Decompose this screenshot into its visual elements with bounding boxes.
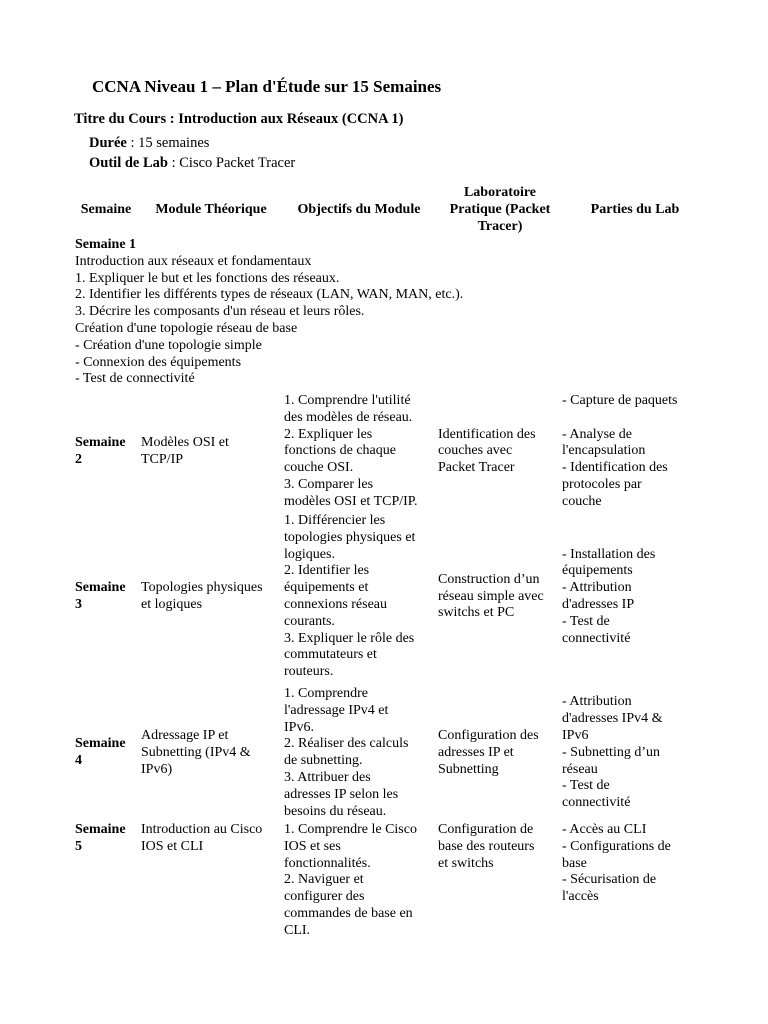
week-1-label: Semaine 1 bbox=[75, 237, 137, 252]
row-objectives-line: courants. bbox=[284, 613, 335, 629]
row-week-line: Semaine bbox=[75, 435, 126, 450]
row-lab-line: Construction d’un bbox=[438, 571, 540, 587]
row-objectives-line: IOS et ses bbox=[284, 838, 341, 854]
row-week bbox=[75, 822, 126, 856]
row-objectives-line: besoins du réseau. bbox=[284, 803, 387, 819]
row-lab-line: Identification des bbox=[438, 426, 536, 442]
header-week: Semaine bbox=[80, 202, 132, 217]
row-lab-line: Packet Tracer bbox=[438, 460, 515, 476]
row-lab-line: Configuration de bbox=[438, 822, 534, 837]
row-objectives-line: routeurs. bbox=[284, 664, 334, 680]
row-module-line: et logiques bbox=[141, 596, 203, 612]
header-module: Module Théorique bbox=[155, 202, 267, 217]
week-1-objective: 2. Identifier les différents types de réseaux (LAN, WAN, MAN, etc.). bbox=[75, 287, 464, 303]
row-week-line: 4 bbox=[75, 753, 82, 769]
row-objectives-line: 1. Comprendre le Cisco bbox=[284, 822, 417, 837]
row-parts-line: - Accès au CLI bbox=[562, 822, 647, 837]
week-1-objective: 3. Décrire les composants d'un réseau et leurs rôles. bbox=[75, 304, 365, 320]
row-objectives-line: adresses IP selon les bbox=[284, 786, 399, 802]
row-parts-line bbox=[562, 410, 677, 427]
row-lab-line: base des routeurs bbox=[438, 838, 535, 854]
row-parts-line: couche bbox=[562, 493, 602, 509]
lab-tool-line bbox=[89, 155, 295, 172]
lab-tool-label: Outil de Lab bbox=[89, 155, 168, 171]
row-objectives-line: configurer des bbox=[284, 889, 365, 905]
row-module bbox=[141, 822, 262, 856]
week-1-objective: 1. Expliquer le but et les fonctions des réseaux. bbox=[75, 270, 340, 286]
row-lab-line: switchs et PC bbox=[438, 605, 515, 621]
row-parts-line: - Attribution bbox=[562, 580, 632, 596]
row-objectives-line: IPv6. bbox=[284, 719, 314, 735]
row-module-line: Introduction au Cisco bbox=[141, 822, 263, 837]
row-objectives-line: CLI. bbox=[284, 922, 311, 938]
row-parts-line: d'adresses IP bbox=[562, 596, 635, 612]
row-parts-line: - Subnetting d’un bbox=[562, 744, 660, 760]
row-objectives-line: 2. Identifier les bbox=[284, 563, 370, 579]
row-objectives-line: connexions réseau bbox=[284, 596, 388, 612]
row-parts bbox=[562, 547, 655, 648]
row-objectives bbox=[284, 822, 417, 940]
row-objectives-line: fonctions de chaque bbox=[284, 443, 396, 459]
lab-tool-value: : Cisco Packet Tracer bbox=[167, 155, 296, 171]
row-lab bbox=[438, 822, 534, 872]
row-lab-line: couches avec bbox=[438, 443, 513, 459]
row-objectives-line: commandes de base en bbox=[284, 905, 413, 921]
row-objectives-line: 2. Expliquer les bbox=[284, 426, 373, 442]
row-week-line: 5 bbox=[75, 838, 82, 854]
row-module bbox=[141, 580, 263, 614]
row-parts-line: réseau bbox=[562, 761, 598, 777]
row-objectives-line: fonctionnalités. bbox=[284, 855, 371, 871]
row-lab-line: Configuration des bbox=[438, 728, 539, 743]
row-parts-line: connectivité bbox=[562, 630, 631, 646]
row-week-line: 3 bbox=[75, 596, 82, 612]
header-lab-line: Laboratoire bbox=[463, 185, 537, 200]
header-objectives: Objectifs du Module bbox=[297, 202, 421, 217]
header-lab-line: Pratique (Packet bbox=[449, 202, 551, 217]
row-parts-line: - Configurations de bbox=[562, 838, 671, 854]
row-objectives-line: 2. Naviguer et bbox=[284, 872, 364, 888]
row-parts-line: - Sécurisation de bbox=[562, 872, 657, 888]
row-objectives bbox=[284, 393, 418, 511]
row-module-line: Adressage IP et bbox=[141, 728, 229, 743]
row-week-line: Semaine bbox=[75, 736, 126, 752]
row-module-line: Modèles OSI et bbox=[141, 435, 229, 450]
row-parts-line: - Installation des bbox=[562, 546, 656, 562]
duration-line bbox=[89, 135, 209, 152]
row-objectives-line: 2. Réaliser des calculs bbox=[284, 736, 409, 752]
row-objectives-line: 1. Comprendre bbox=[284, 686, 368, 701]
row-objectives-line: 1. Différencier les bbox=[284, 513, 386, 528]
row-objectives-line: modèles OSI et TCP/IP. bbox=[284, 493, 418, 509]
row-parts-line: IPv6 bbox=[562, 727, 589, 743]
header-parts: Parties du Lab bbox=[590, 202, 680, 217]
week-1-lab: Création d'une topologie réseau de base bbox=[75, 320, 298, 336]
row-objectives-line: 3. Attribuer des bbox=[284, 769, 371, 785]
row-objectives-line: couche OSI. bbox=[284, 460, 354, 476]
row-objectives-line: topologies physiques et bbox=[284, 529, 416, 545]
row-week bbox=[75, 580, 126, 614]
document-title: CCNA Niveau 1 – Plan d'Étude sur 15 Semaines bbox=[92, 77, 442, 96]
row-parts-line: - Attribution bbox=[562, 694, 632, 710]
week-1-part: - Création d'une topologie simple bbox=[75, 337, 262, 353]
row-parts-line: protocoles par bbox=[562, 476, 642, 492]
row-objectives-line: 3. Expliquer le rôle des bbox=[284, 630, 415, 646]
row-objectives bbox=[284, 686, 408, 820]
row-objectives-line: équipements et bbox=[284, 580, 369, 596]
row-week-line: Semaine bbox=[75, 822, 126, 837]
row-week-line: 2 bbox=[75, 451, 82, 467]
row-objectives-line: 3. Comparer les bbox=[284, 476, 374, 492]
row-parts-line: d'adresses IPv4 & bbox=[562, 711, 663, 727]
row-module-line: Subnetting (IPv4 & bbox=[141, 744, 251, 760]
row-objectives bbox=[284, 513, 415, 681]
row-parts-line: base bbox=[562, 855, 587, 871]
row-module-line: IOS et CLI bbox=[141, 838, 204, 854]
duration-label: Durée bbox=[89, 135, 127, 151]
row-objectives-line: 1. Comprendre l'utilité bbox=[284, 393, 411, 408]
row-parts bbox=[562, 393, 677, 511]
row-module-line: IPv6) bbox=[141, 761, 173, 777]
row-objectives-line: l'adressage IPv4 et bbox=[284, 702, 389, 718]
row-parts-line: équipements bbox=[562, 563, 633, 579]
row-lab bbox=[438, 728, 539, 778]
row-lab bbox=[438, 572, 544, 622]
week-1-part: - Test de connectivité bbox=[75, 371, 195, 387]
row-parts-line: - Analyse de bbox=[562, 426, 632, 442]
week-1-module: Introduction aux réseaux et fondamentaux bbox=[75, 253, 312, 269]
row-parts bbox=[562, 822, 671, 906]
row-objectives-line: des modèles de réseau. bbox=[284, 409, 413, 425]
row-parts bbox=[562, 694, 663, 812]
row-parts-line: - Test de bbox=[562, 613, 610, 629]
header-lab-line: Tracer) bbox=[477, 219, 523, 234]
row-objectives-line: logiques. bbox=[284, 546, 335, 562]
row-parts-line: connectivité bbox=[562, 795, 631, 811]
row-lab bbox=[438, 427, 536, 477]
row-parts-line: - Identification des bbox=[562, 460, 668, 476]
row-module bbox=[141, 435, 229, 469]
row-module bbox=[141, 728, 251, 778]
row-parts-line: - Capture de paquets bbox=[562, 393, 678, 408]
row-lab-line: Subnetting bbox=[438, 761, 499, 777]
row-week bbox=[75, 435, 126, 469]
duration-value: : 15 semaines bbox=[126, 135, 210, 151]
row-lab-line: réseau simple avec bbox=[438, 588, 544, 604]
row-objectives-line: de subnetting. bbox=[284, 753, 363, 769]
row-module-line: Topologies physiques bbox=[141, 580, 263, 596]
row-parts-line: - Test de bbox=[562, 778, 610, 794]
week-1-part: - Connexion des équipements bbox=[75, 354, 242, 370]
row-parts-line: l'accès bbox=[562, 889, 599, 905]
row-parts-line: l'encapsulation bbox=[562, 443, 646, 459]
row-objectives-line: commutateurs et bbox=[284, 647, 377, 663]
row-lab-line: adresses IP et bbox=[438, 744, 514, 760]
header-lab bbox=[436, 184, 564, 235]
week-1-block bbox=[75, 237, 463, 388]
row-module-line: TCP/IP bbox=[141, 451, 184, 467]
row-week bbox=[75, 736, 126, 770]
course-title: Titre du Cours : Introduction aux Réseaux (CCNA 1) bbox=[74, 111, 404, 127]
row-week-line: Semaine bbox=[75, 580, 126, 596]
row-lab-line: et switchs bbox=[438, 855, 494, 871]
